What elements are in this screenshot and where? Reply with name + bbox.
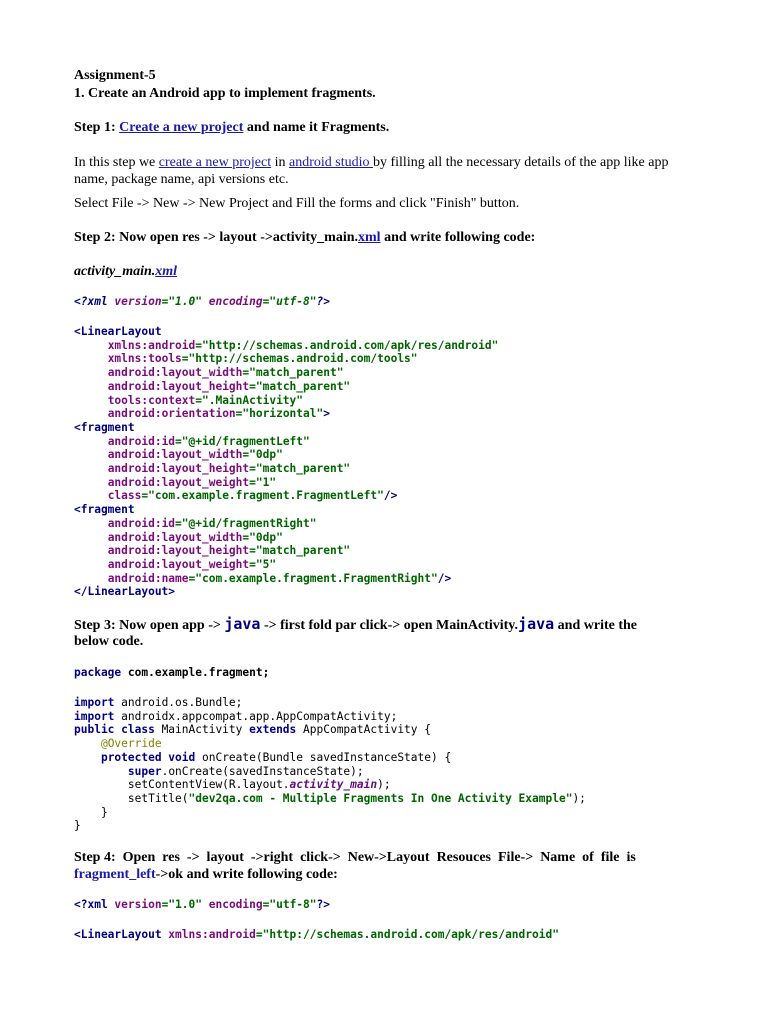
java-keyword-2: java xyxy=(518,615,555,633)
step-1-heading xyxy=(74,120,389,136)
intro-paragraph xyxy=(74,154,694,188)
xml-declaration-2: <?xml version="1.0" encoding="utf-8"?> xyxy=(74,898,330,911)
xml-link[interactable]: xml xyxy=(358,230,381,245)
step-3-heading-line-2: below code. xyxy=(74,634,144,649)
step-3-heading: Step 3: Now open app -> java -> first fold par click-> open MainActivity.java and write the xyxy=(74,615,637,633)
select-file-instruction: Select File -> New -> New Project and Fill the forms and click "Finish" button. xyxy=(74,196,520,211)
step-1-prefix: Step 1: xyxy=(74,120,120,135)
fragment-left-link[interactable]: fragment_left xyxy=(74,867,156,882)
intro-text-c: by filling all the necessary details of the app like app name, package name, api versions etc. xyxy=(74,155,669,187)
step-4-heading-line-2: fragment_left->ok and write following code: xyxy=(74,867,338,882)
create-new-project-link[interactable]: Create a new project xyxy=(119,120,244,135)
activity-main-filename xyxy=(74,264,177,280)
intro-text-a: In this step we xyxy=(74,155,159,170)
package-declaration: package com.example.fragment; xyxy=(74,666,270,679)
assignment-heading: 1. Create an Android app to implement fragments. xyxy=(74,86,376,101)
step-1-suffix: and name it Fragments. xyxy=(243,120,390,135)
assignment-title: Assignment-5 xyxy=(74,68,156,83)
step-2-suffix: and write following code: xyxy=(380,230,536,245)
step-2-text: Step 2: Now open res -> layout ->activity_main. xyxy=(74,230,359,245)
filename-base: activity_main. xyxy=(74,264,156,279)
main-activity-java-code: import android.os.Bundle; import androidx.appcompat.app.AppCompatActivity; public class MainActivity extends AppCompatActivity { @Override protected void onCreate(Bundle savedInstanceState) { super.onCreate(savedInstanceState); setContentView(R.layout.activity_main); setTitle("dev2qa.com - Multiple Fragments In One Activity Example"); } } xyxy=(74,696,586,833)
step-4-heading: Step 4: Open res -> layout ->right click-> New->Layout Resouces File-> Name of file is xyxy=(74,850,636,865)
fragment-left-xml-code: <LinearLayout xmlns:android="http://schemas.android.com/apk/res/android" xyxy=(74,928,559,941)
xml-declaration: <?xml version="1.0" encoding="utf-8"?> xyxy=(74,295,330,308)
java-keyword-1: java xyxy=(224,615,261,633)
create-new-project-inline-link[interactable]: create a new project xyxy=(158,155,272,170)
filename-xml-link[interactable]: xml xyxy=(155,264,178,279)
intro-text-b: in xyxy=(271,155,289,170)
step-2-heading xyxy=(74,230,535,246)
activity-main-xml-code: <LinearLayout xmlns:android="http://schemas.android.com/apk/res/android" xmlns:tools="http://schemas.android.com/tools" android:layout_width="match_parent" android:layout_height="match_parent" tools:context=".MainActivity" android:orientation="horizontal"> <fragment android:id="@+id/fragmentLeft" android:layout_width="0dp" android:layout_height="match_parent" android:layout_weight="1" class="com.example.fragment.FragmentLeft"/> <fragment android:id="@+id/fragmentRight" android:layout_width="0dp" android:layout_height="match_parent" android:layout_weight="5" android:name="com.example.fragment.FragmentRight"/> </LinearLayout> xyxy=(74,325,499,599)
android-studio-link[interactable]: android studio xyxy=(288,155,373,170)
